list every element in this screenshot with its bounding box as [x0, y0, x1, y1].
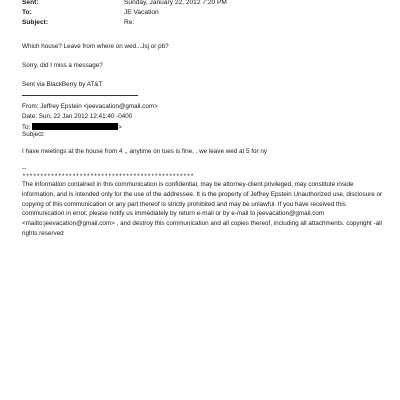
subject-label: Subject:: [22, 19, 49, 26]
confidentiality-disclaimer: The information contained in this communication is confidential, may be attorney-client privileged, may constitute inside information, and is intended only for the use of the addressee. It is the property of Jeffrey Epstein Unauthorized use, disclosure or copying of this communication or any part thereof is strictly prohibited and may be unlawful. If you have received this communication in error, please notify us immediately by return e-mail or by e-mail to jeevacation@gmail.com <mailto:jeevacation@gmail.com> , and destroy this communication and all copies thereof, including all attachments. copyright -all rights reserved: [22, 181, 383, 237]
subject-value: Re:: [124, 19, 135, 26]
sent-value: Sunday, January 22, 2012 7:20 PM: [124, 0, 227, 6]
separator-line: [22, 95, 138, 96]
original-to-label: To:: [22, 124, 31, 131]
to-value: JE Vacation: [124, 9, 159, 16]
redaction-bar: [32, 123, 118, 130]
original-body: I have meetings at the house from 4 ,, anytime on tues is fine, . we leave wed at 5 for ny: [22, 148, 268, 155]
original-ellipsis: --: [22, 165, 27, 172]
sent-label: Sent:: [22, 0, 39, 6]
original-date: Date: Sun, 22 Jan 2012 12:41:40 -0400: [22, 113, 133, 120]
original-to-close: >: [118, 124, 122, 131]
to-label: To:: [22, 9, 32, 16]
original-from: From: Jeffrey Epstein <jeevacation@gmail.com>: [22, 103, 158, 110]
reply-signature: Sent via BlackBerry by AT&T: [22, 81, 103, 88]
reply-line-1: Which house? Leave from where on wed...Jsj or pb?: [22, 43, 169, 50]
disclaimer-stars: ************************************************: [22, 173, 194, 180]
reply-line-2: Sorry, did I miss a message?: [22, 62, 103, 69]
original-subject: Subject:: [22, 131, 45, 138]
